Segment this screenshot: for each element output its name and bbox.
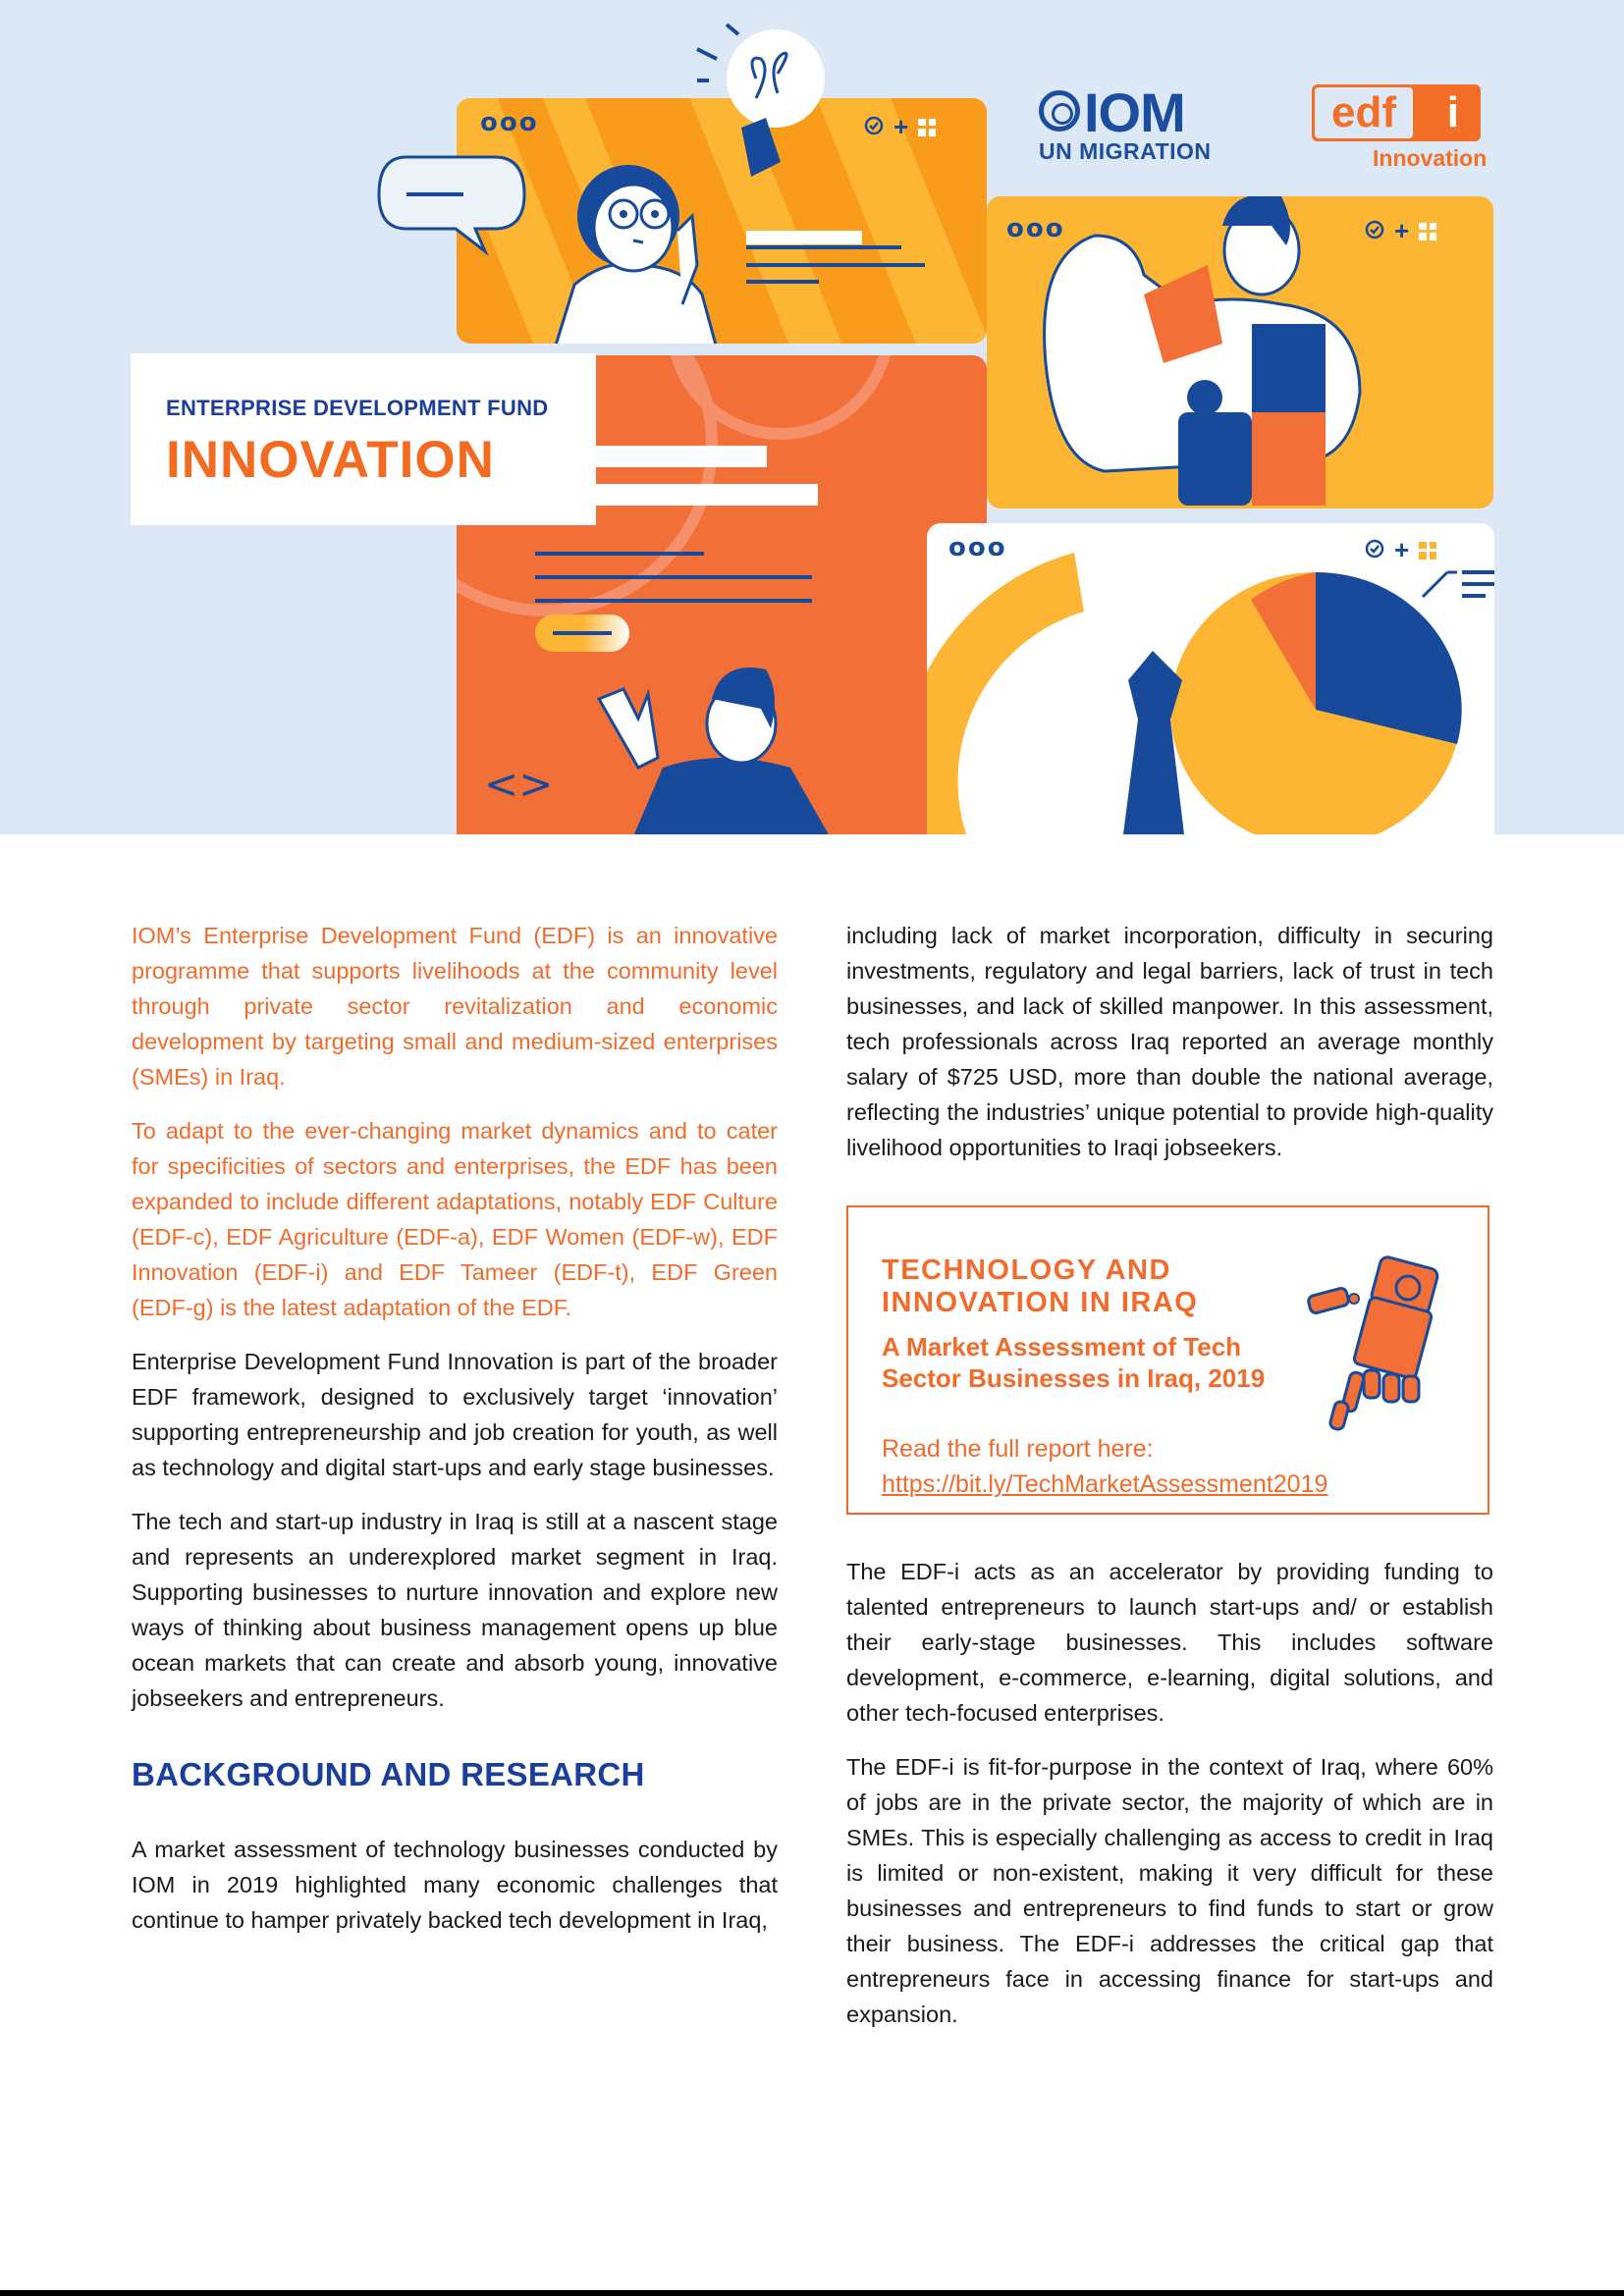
- placeholder-bar: [594, 484, 818, 506]
- iom-logo-text: IOM: [1084, 81, 1185, 143]
- page-bottom-edge: [0, 2290, 1624, 2296]
- hero-illustration: [0, 0, 1624, 834]
- grid-icon: [918, 119, 936, 136]
- plus-icon: +: [893, 112, 909, 141]
- window-dots-icon: ooo: [480, 108, 539, 137]
- placeholder-bar: [746, 231, 862, 244]
- window-dots-icon: ooo: [1006, 214, 1065, 243]
- intro-paragraph-2: To adapt to the ever-changing market dynamics and to cater for specificities of sectors and enterprises, the EDF has been expanded to include different adaptations, notably EDF Culture (EDF-c), EDF Agriculture (EDF-a), EDF Women (EDF-w), EDF Innovation (EDF-i) and EDF Tameer (EDF-t), EDF Green (EDF-g) is the latest adaptation of the EDF.: [132, 1118, 778, 1320]
- intro-paragraph-1: IOM’s Enterprise Development Fund (EDF) is an innovative programme that supports livelihoods at the community level through private sector revitalization and economic development by targeting small and medium-sized enterprises (SMEs) in Iraq.: [132, 923, 778, 1090]
- placeholder-line: [535, 599, 812, 603]
- right-column: [846, 918, 1493, 2051]
- edfi-logo: [1312, 84, 1481, 141]
- edfi-logo-subtext: Innovation: [1373, 145, 1488, 171]
- paragraph-fit-for-purpose: The EDF-i is fit-for-purpose in the context of Iraq, where 60% of jobs are in the private sector, the majority of which are in SMEs. This is especially challenging as access to credit in Iraq is limited or non-existent, making it very difficult for these businesses and entrepreneurs to find funds to start or grow their business. The EDF-i addresses the critical gap that entrepreneurs face in accessing finance for start-ups and expansion.: [846, 1754, 1493, 2027]
- man-with-puzzle-illustration: [1036, 196, 1409, 508]
- paragraph-edf-innovation: Enterprise Development Fund Innovation is part of the broader EDF framework, designed to exclusively target ‘innovation’ supporting entrepreneurship and job creation for youth, as well as technology and digital start-ups and early stage businesses.: [132, 1349, 778, 1480]
- code-brackets-icon: <>: [484, 760, 554, 808]
- chart-window-panel: [927, 523, 1494, 834]
- title-kicker: ENTERPRISE DEVELOPMENT FUND: [166, 396, 549, 420]
- robot-hand-icon: [1307, 1255, 1444, 1431]
- grid-icon: [1419, 223, 1436, 240]
- placeholder-line: [746, 263, 925, 267]
- title-box: [131, 353, 596, 525]
- edf-logo-i: i: [1446, 88, 1459, 136]
- lightbulb-icon: [687, 20, 825, 187]
- window-tools: [864, 112, 936, 142]
- placeholder-line: [746, 280, 819, 284]
- pie-chart-illustration: [927, 523, 1494, 834]
- report-link[interactable]: https://bit.ly/TechMarketAssessment2019: [882, 1470, 1328, 1498]
- man-looking-up-illustration: [594, 650, 830, 834]
- iom-logo-subtext: UN MIGRATION: [1039, 138, 1212, 164]
- paragraph-challenges: including lack of market incorporation, difficulty in securing investments, regulatory and legal barriers, lack of trust in tech businesses, and lack of skilled manpower. In this assessment, tech professionals across Iraq reported an average monthly salary of $725 USD, more than double the national average, reflecting the industries’ unique potential to provide high-quality livelihood opportunities to Iraqi jobseekers.: [846, 923, 1493, 1160]
- edf-logo-text: edf: [1315, 87, 1413, 138]
- callout-subtitle: A Market Assessment of Tech Sector Businesses in Iraq, 2019: [882, 1332, 1266, 1393]
- paragraph-market-assessment: A market assessment of technology businesses conducted by IOM in 2019 highlighted many economic challenges that continue to hamper privately backed tech development in Iraq,: [132, 1837, 778, 1933]
- report-callout-box: [846, 1205, 1489, 1515]
- section-heading-background: BACKGROUND AND RESEARCH: [132, 1756, 645, 1792]
- paragraph-tech-industry: The tech and start-up industry in Iraq is still at a nascent stage and represents an underexplored market segment in Iraq. Supporting businesses to nurture innovation and explore new ways of thinking about business management opens up blue ocean markets that can create and absorb young, innovative jobseekers and entrepreneurs.: [132, 1509, 778, 1711]
- left-column: [132, 918, 778, 1956]
- placeholder-line: [746, 245, 901, 249]
- check-circle-icon: [864, 112, 884, 142]
- window-dots-icon: ooo: [948, 533, 1007, 562]
- un-globe-icon: [1039, 90, 1080, 132]
- callout-read-label: Read the full report here:: [882, 1435, 1154, 1463]
- speech-bubble-icon: [377, 155, 554, 258]
- page-title: INNOVATION: [166, 431, 495, 489]
- puzzle-window-panel: [987, 196, 1493, 508]
- placeholder-bar: [594, 446, 767, 467]
- paragraph-accelerator: The EDF-i acts as an accelerator by providing funding to talented entrepreneurs to launch start-ups and/ or establish their early-stage businesses. This includes software development, e-commerce, e-learning, digital solutions, and other tech-focused enterprises.: [846, 1559, 1493, 1726]
- placeholder-line: [535, 575, 812, 579]
- callout-title: TECHNOLOGY AND INNOVATION IN IRAQ: [882, 1255, 1199, 1318]
- plus-icon: +: [1394, 216, 1410, 245]
- pill-button-illustration: [535, 614, 629, 652]
- plus-icon: +: [1394, 535, 1410, 564]
- placeholder-line: [535, 552, 704, 556]
